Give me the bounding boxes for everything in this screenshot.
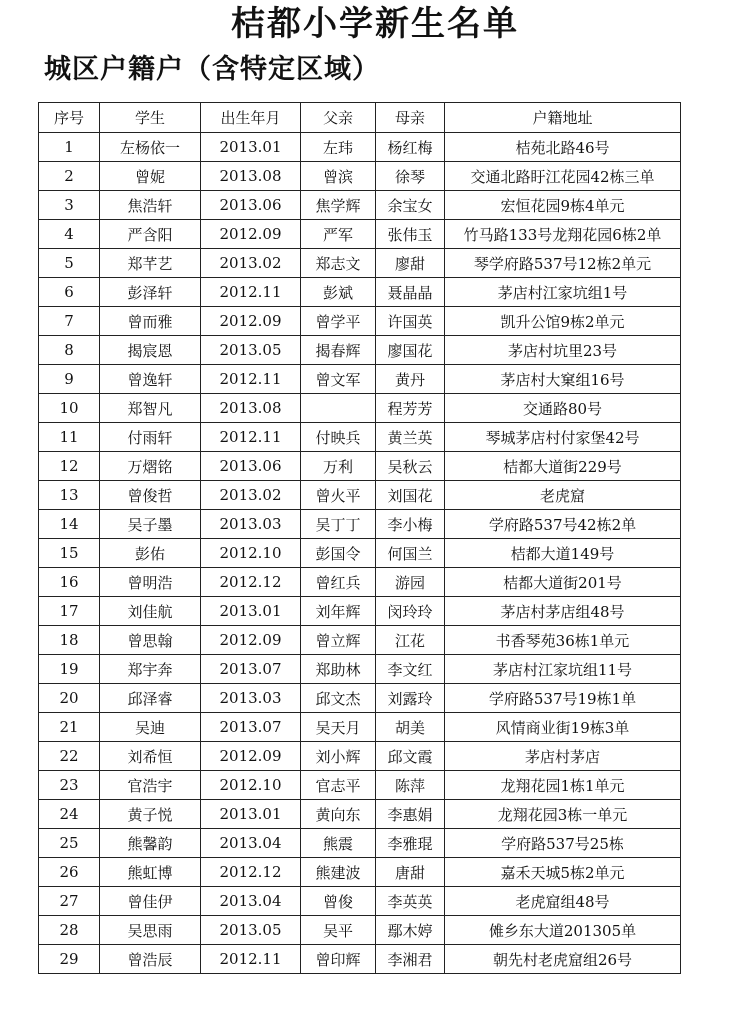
- row-number-cell: 8: [39, 336, 100, 365]
- table-row: [39, 626, 681, 655]
- row-number-cell: 11: [39, 423, 100, 452]
- student-name-cell: 严含阳: [100, 220, 201, 249]
- address-cell: 琴学府路537号12栋2单元: [445, 249, 681, 278]
- birth-date-cell: 2013.01: [201, 800, 301, 829]
- table-row: [39, 452, 681, 481]
- table-row: [39, 800, 681, 829]
- birth-date-cell: 2012.11: [201, 278, 301, 307]
- student-name-cell: 付雨轩: [100, 423, 201, 452]
- row-number-cell: 17: [39, 597, 100, 626]
- father-name-cell: 左玮: [301, 133, 376, 162]
- section-title: 城区户籍户（含特定区域）: [44, 54, 380, 85]
- father-name-cell: [301, 394, 376, 423]
- father-name-cell: 万利: [301, 452, 376, 481]
- row-number-cell: 21: [39, 713, 100, 742]
- row-number-cell: 28: [39, 916, 100, 945]
- table-row: [39, 945, 681, 974]
- mother-name-cell: 李英英: [376, 887, 445, 916]
- row-number-cell: 22: [39, 742, 100, 771]
- student-name-cell: 邱泽睿: [100, 684, 201, 713]
- row-number-cell: 27: [39, 887, 100, 916]
- student-name-cell: 郑智凡: [100, 394, 201, 423]
- mother-name-cell: 吴秋云: [376, 452, 445, 481]
- father-name-cell: 曾学平: [301, 307, 376, 336]
- mother-name-cell: 廖甜: [376, 249, 445, 278]
- row-number-cell: 4: [39, 220, 100, 249]
- row-number-cell: 12: [39, 452, 100, 481]
- birth-date-cell: 2013.05: [201, 916, 301, 945]
- student-name-cell: 曾浩辰: [100, 945, 201, 974]
- father-name-cell: 焦学辉: [301, 191, 376, 220]
- birth-date-cell: 2013.04: [201, 887, 301, 916]
- row-number-cell: 13: [39, 481, 100, 510]
- address-cell: 茅店村茅店组48号: [445, 597, 681, 626]
- mother-name-cell: 聂晶晶: [376, 278, 445, 307]
- student-name-cell: 曾明浩: [100, 568, 201, 597]
- table-row: [39, 191, 681, 220]
- father-name-cell: 郑志文: [301, 249, 376, 278]
- address-cell: 琴城茅店村付家堡42号: [445, 423, 681, 452]
- birth-date-cell: 2013.01: [201, 133, 301, 162]
- address-cell: 凯升公馆9栋2单元: [445, 307, 681, 336]
- student-name-cell: 刘佳航: [100, 597, 201, 626]
- father-name-cell: 揭春辉: [301, 336, 376, 365]
- address-cell: 学府路537号25栋: [445, 829, 681, 858]
- birth-date-cell: 2013.03: [201, 510, 301, 539]
- mother-name-cell: 唐甜: [376, 858, 445, 887]
- address-cell: 桔苑北路46号: [445, 133, 681, 162]
- mother-name-cell: 余宝女: [376, 191, 445, 220]
- father-name-cell: 吴丁丁: [301, 510, 376, 539]
- mother-name-cell: 廖国花: [376, 336, 445, 365]
- birth-date-cell: 2013.07: [201, 655, 301, 684]
- father-name-cell: 黄向东: [301, 800, 376, 829]
- table-row: [39, 365, 681, 394]
- mother-name-cell: 刘露玲: [376, 684, 445, 713]
- row-number-cell: 9: [39, 365, 100, 394]
- header-cell: 序号: [39, 103, 100, 133]
- student-roster-table: [38, 102, 681, 974]
- student-name-cell: 曾而雅: [100, 307, 201, 336]
- birth-date-cell: 2012.09: [201, 742, 301, 771]
- row-number-cell: 16: [39, 568, 100, 597]
- student-name-cell: 吴思雨: [100, 916, 201, 945]
- address-cell: 龙翔花园3栋一单元: [445, 800, 681, 829]
- table-row: [39, 568, 681, 597]
- student-name-cell: 曾俊哲: [100, 481, 201, 510]
- address-cell: 老虎窟组48号: [445, 887, 681, 916]
- mother-name-cell: 程芳芳: [376, 394, 445, 423]
- father-name-cell: 官志平: [301, 771, 376, 800]
- student-name-cell: 曾思翰: [100, 626, 201, 655]
- header-cell: 父亲: [301, 103, 376, 133]
- address-cell: 竹马路133号龙翔花园6栋2单: [445, 220, 681, 249]
- father-name-cell: 严军: [301, 220, 376, 249]
- mother-name-cell: 闵玲玲: [376, 597, 445, 626]
- row-number-cell: 15: [39, 539, 100, 568]
- address-cell: 桔都大道149号: [445, 539, 681, 568]
- header-cell: 户籍地址: [445, 103, 681, 133]
- mother-name-cell: 鄢木婷: [376, 916, 445, 945]
- birth-date-cell: 2013.06: [201, 452, 301, 481]
- mother-name-cell: 陈萍: [376, 771, 445, 800]
- address-cell: 龙翔花园1栋1单元: [445, 771, 681, 800]
- birth-date-cell: 2013.01: [201, 597, 301, 626]
- page-title: 桔都小学新生名单: [231, 4, 519, 44]
- mother-name-cell: 李雅琨: [376, 829, 445, 858]
- mother-name-cell: 何国兰: [376, 539, 445, 568]
- table-row: [39, 162, 681, 191]
- row-number-cell: 20: [39, 684, 100, 713]
- address-cell: 风情商业街19栋3单: [445, 713, 681, 742]
- father-name-cell: 曾立辉: [301, 626, 376, 655]
- address-cell: 书香琴苑36栋1单元: [445, 626, 681, 655]
- father-name-cell: 熊震: [301, 829, 376, 858]
- header-cell: 学生: [100, 103, 201, 133]
- table-row: [39, 394, 681, 423]
- father-name-cell: 刘小辉: [301, 742, 376, 771]
- father-name-cell: 彭斌: [301, 278, 376, 307]
- address-cell: 傩乡东大道201305单: [445, 916, 681, 945]
- table-row: [39, 742, 681, 771]
- address-cell: 茅店村茅店: [445, 742, 681, 771]
- student-name-cell: 揭宸恩: [100, 336, 201, 365]
- table-row: [39, 713, 681, 742]
- table-row: [39, 858, 681, 887]
- table-row: [39, 597, 681, 626]
- row-number-cell: 14: [39, 510, 100, 539]
- address-cell: 茅店村坑里23号: [445, 336, 681, 365]
- birth-date-cell: 2012.11: [201, 365, 301, 394]
- address-cell: 朝先村老虎窟组26号: [445, 945, 681, 974]
- row-number-cell: 7: [39, 307, 100, 336]
- student-name-cell: 吴迪: [100, 713, 201, 742]
- address-cell: 学府路537号19栋1单: [445, 684, 681, 713]
- birth-date-cell: 2013.08: [201, 394, 301, 423]
- student-name-cell: 吴子墨: [100, 510, 201, 539]
- student-name-cell: 曾佳伊: [100, 887, 201, 916]
- table-row: [39, 278, 681, 307]
- father-name-cell: 曾红兵: [301, 568, 376, 597]
- mother-name-cell: 张伟玉: [376, 220, 445, 249]
- mother-name-cell: 李小梅: [376, 510, 445, 539]
- table-row: [39, 510, 681, 539]
- table-header-row: [39, 103, 681, 133]
- student-name-cell: 左杨依一: [100, 133, 201, 162]
- birth-date-cell: 2013.05: [201, 336, 301, 365]
- mother-name-cell: 李文红: [376, 655, 445, 684]
- student-name-cell: 彭泽轩: [100, 278, 201, 307]
- row-number-cell: 10: [39, 394, 100, 423]
- mother-name-cell: 江花: [376, 626, 445, 655]
- birth-date-cell: 2012.12: [201, 568, 301, 597]
- student-name-cell: 彭佑: [100, 539, 201, 568]
- mother-name-cell: 黄丹: [376, 365, 445, 394]
- father-name-cell: 刘年辉: [301, 597, 376, 626]
- father-name-cell: 曾俊: [301, 887, 376, 916]
- birth-date-cell: 2013.04: [201, 829, 301, 858]
- address-cell: 桔都大道街201号: [445, 568, 681, 597]
- table-row: [39, 655, 681, 684]
- father-name-cell: 吴天月: [301, 713, 376, 742]
- birth-date-cell: 2012.09: [201, 307, 301, 336]
- birth-date-cell: 2012.10: [201, 771, 301, 800]
- table-row: [39, 829, 681, 858]
- father-name-cell: 曾火平: [301, 481, 376, 510]
- table-row: [39, 336, 681, 365]
- address-cell: 老虎窟: [445, 481, 681, 510]
- birth-date-cell: 2013.02: [201, 249, 301, 278]
- address-cell: 交通北路盱江花园42栋三单: [445, 162, 681, 191]
- father-name-cell: 付映兵: [301, 423, 376, 452]
- address-cell: 茅店村江家坑组11号: [445, 655, 681, 684]
- address-cell: 交通路80号: [445, 394, 681, 423]
- student-name-cell: 官浩宇: [100, 771, 201, 800]
- row-number-cell: 1: [39, 133, 100, 162]
- table-row: [39, 481, 681, 510]
- mother-name-cell: 许国英: [376, 307, 445, 336]
- address-cell: 桔都大道街229号: [445, 452, 681, 481]
- father-name-cell: 曾滨: [301, 162, 376, 191]
- birth-date-cell: 2013.02: [201, 481, 301, 510]
- student-name-cell: 熊馨韵: [100, 829, 201, 858]
- header-cell: 母亲: [376, 103, 445, 133]
- table-row: [39, 307, 681, 336]
- address-cell: 茅店村江家坑组1号: [445, 278, 681, 307]
- row-number-cell: 5: [39, 249, 100, 278]
- student-name-cell: 万熠铭: [100, 452, 201, 481]
- address-cell: 嘉禾天城5栋2单元: [445, 858, 681, 887]
- mother-name-cell: 徐琴: [376, 162, 445, 191]
- table-row: [39, 249, 681, 278]
- birth-date-cell: 2012.10: [201, 539, 301, 568]
- table-row: [39, 684, 681, 713]
- address-cell: 学府路537号42栋2单: [445, 510, 681, 539]
- birth-date-cell: 2012.11: [201, 423, 301, 452]
- birth-date-cell: 2012.11: [201, 945, 301, 974]
- mother-name-cell: 杨红梅: [376, 133, 445, 162]
- birth-date-cell: 2012.09: [201, 626, 301, 655]
- birth-date-cell: 2012.12: [201, 858, 301, 887]
- birth-date-cell: 2013.03: [201, 684, 301, 713]
- table-row: [39, 887, 681, 916]
- row-number-cell: 2: [39, 162, 100, 191]
- student-name-cell: 熊虹博: [100, 858, 201, 887]
- father-name-cell: 邱文杰: [301, 684, 376, 713]
- student-name-cell: 曾逸轩: [100, 365, 201, 394]
- mother-name-cell: 刘国花: [376, 481, 445, 510]
- table-row: [39, 916, 681, 945]
- row-number-cell: 6: [39, 278, 100, 307]
- father-name-cell: 曾文军: [301, 365, 376, 394]
- mother-name-cell: 胡美: [376, 713, 445, 742]
- student-name-cell: 郑芊艺: [100, 249, 201, 278]
- mother-name-cell: 邱文霞: [376, 742, 445, 771]
- address-cell: 宏恒花园9栋4单元: [445, 191, 681, 220]
- row-number-cell: 23: [39, 771, 100, 800]
- father-name-cell: 彭国令: [301, 539, 376, 568]
- mother-name-cell: 李惠娟: [376, 800, 445, 829]
- father-name-cell: 郑助林: [301, 655, 376, 684]
- table-body: [39, 133, 681, 974]
- address-cell: 茅店村大窠组16号: [445, 365, 681, 394]
- row-number-cell: 26: [39, 858, 100, 887]
- student-name-cell: 郑宇奔: [100, 655, 201, 684]
- mother-name-cell: 游园: [376, 568, 445, 597]
- student-name-cell: 焦浩轩: [100, 191, 201, 220]
- table-row: [39, 539, 681, 568]
- row-number-cell: 19: [39, 655, 100, 684]
- row-number-cell: 29: [39, 945, 100, 974]
- birth-date-cell: 2013.07: [201, 713, 301, 742]
- table-row: [39, 771, 681, 800]
- student-name-cell: 黄子悦: [100, 800, 201, 829]
- table-row: [39, 133, 681, 162]
- mother-name-cell: 黄兰英: [376, 423, 445, 452]
- father-name-cell: 曾印辉: [301, 945, 376, 974]
- birth-date-cell: 2013.06: [201, 191, 301, 220]
- birth-date-cell: 2013.08: [201, 162, 301, 191]
- father-name-cell: 吴平: [301, 916, 376, 945]
- student-name-cell: 曾妮: [100, 162, 201, 191]
- birth-date-cell: 2012.09: [201, 220, 301, 249]
- father-name-cell: 熊建波: [301, 858, 376, 887]
- mother-name-cell: 李湘君: [376, 945, 445, 974]
- row-number-cell: 25: [39, 829, 100, 858]
- student-name-cell: 刘希恒: [100, 742, 201, 771]
- table-row: [39, 220, 681, 249]
- row-number-cell: 24: [39, 800, 100, 829]
- table-row: [39, 423, 681, 452]
- row-number-cell: 18: [39, 626, 100, 655]
- header-cell: 出生年月: [201, 103, 301, 133]
- row-number-cell: 3: [39, 191, 100, 220]
